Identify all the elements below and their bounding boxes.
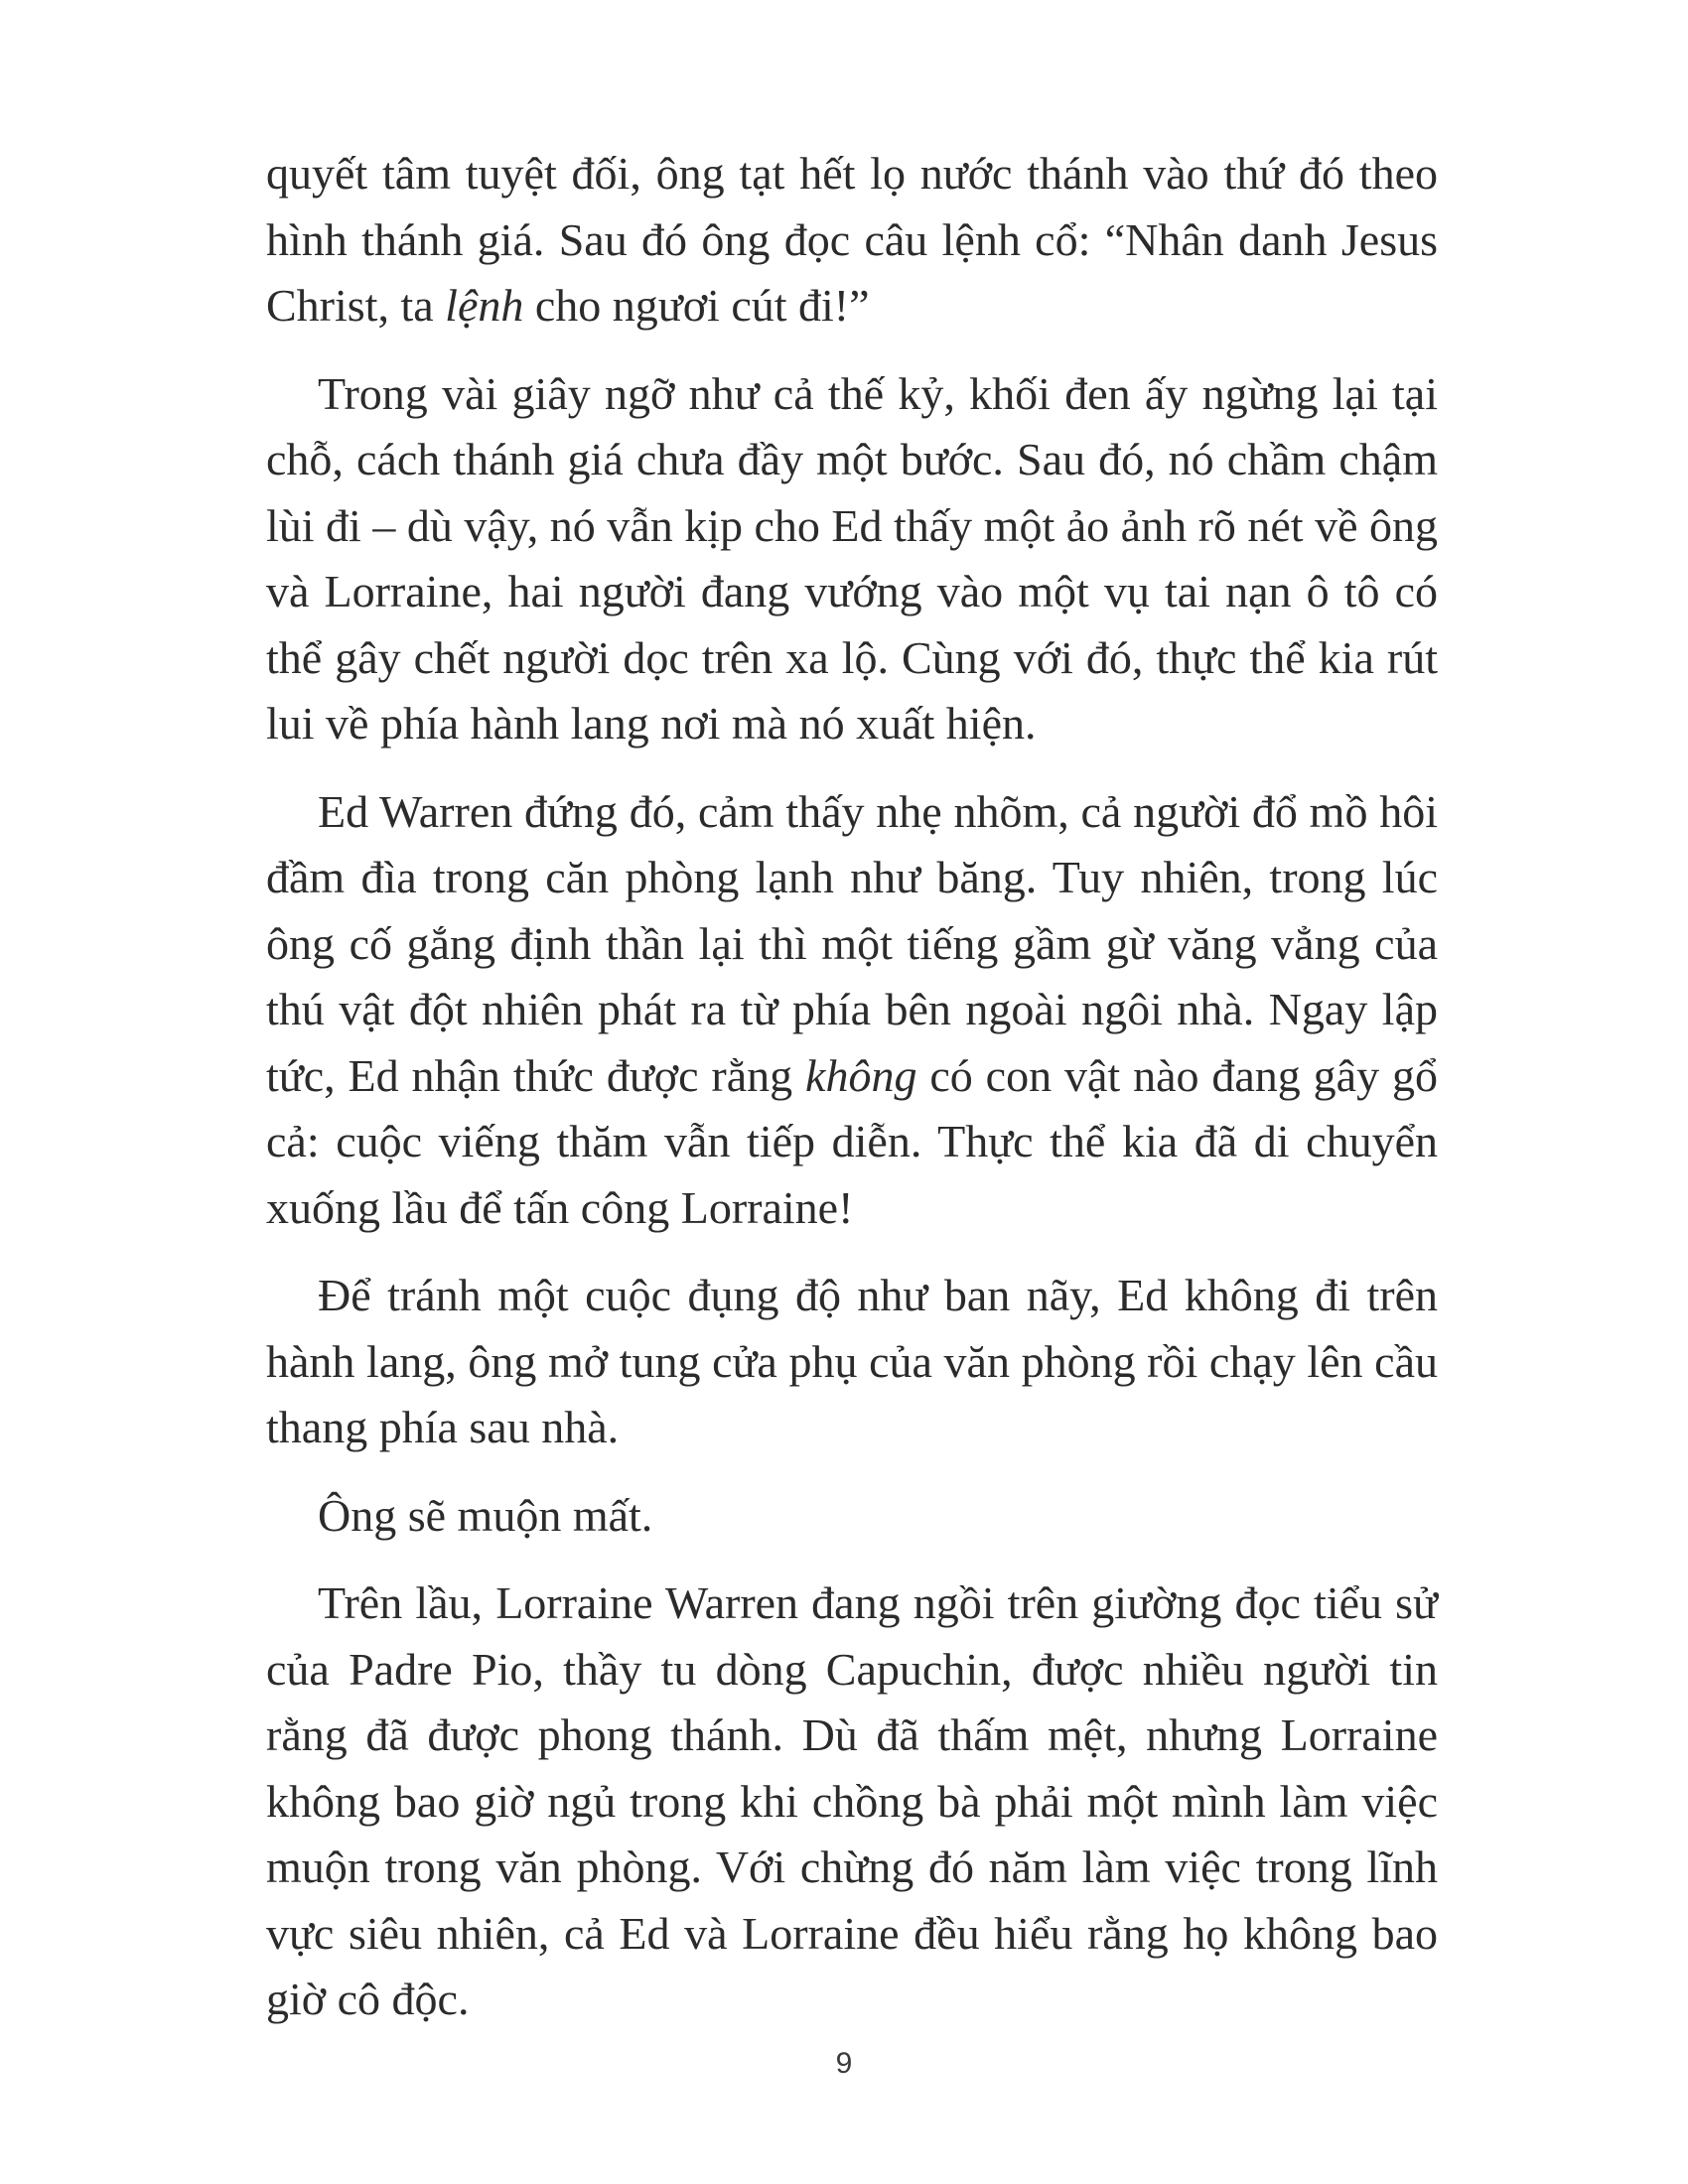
run: có con vật nào đang gây gổ cả: cuộc viếng thăm vẫn tiếp diễn. Thực thể kia đã di chuyển xuống lầu để tấn công Lorraine! [266, 1049, 1438, 1233]
paragraph-2 [266, 361, 1438, 757]
paragraph-6 [266, 1570, 1438, 2033]
paragraph-4 [266, 1263, 1438, 1461]
run: Ông sẽ muộn mất. [318, 1489, 653, 1541]
paragraph-3 [266, 779, 1438, 1242]
emphasis-word: lệnh [445, 280, 524, 331]
body-text [266, 141, 1438, 2055]
run: Ed Warren đứng đó, cảm thấy nhẹ nhõm, cả người đổ mồ hôi đầm đìa trong căn phòng lạnh như băng. Tuy nhiên, trong lúc ông cố gắng định thần lại thì một tiếng gầm gừ văng vẳng của thú vật đột nhiên phát ra từ phía bên ngoài ngôi nhà. Ngay lập tức, Ed nhận thức được rằng [266, 785, 1438, 1101]
run: cho ngươi cút đi!” [523, 280, 870, 331]
page-number: 9 [835, 2047, 853, 2080]
paragraph-5 [266, 1483, 1438, 1550]
run: Để tránh một cuộc đụng độ như ban nãy, Ed không đi trên hành lang, ông mở tung cửa phụ của văn phòng rồi chạy lên cầu thang phía sau nhà. [266, 1270, 1438, 1452]
paragraph-1 [266, 141, 1438, 340]
run: Trong vài giây ngỡ như cả thế kỷ, khối đen ấy ngừng lại tại chỗ, cách thánh giá chưa đầy một bước. Sau đó, nó chầm chậm lùi đi – dù vậy, nó vẫn kịp cho Ed thấy một ảo ảnh rõ nét về ông và Lorraine, hai người đang vướng vào một vụ tai nạn ô tô có thể gây chết người dọc trên xa lộ. Cùng với đó, thực thể kia rút lui về phía hành lang nơi mà nó xuất hiện. [266, 367, 1439, 749]
emphasis-word: không [805, 1049, 917, 1101]
run: Trên lầu, Lorraine Warren đang ngồi trên giường đọc tiểu sử của Padre Pio, thầy tu dòng Capuchin, được nhiều người tin rằng đã được phong thánh. Dù đã thấm mệt, nhưng Lorraine không bao giờ ngủ trong khi chồng bà phải một mình làm việc muộn trong văn phòng. Với chừng đó năm làm việc trong lĩnh vực siêu nhiên, cả Ed và Lorraine đều hiểu rằng họ không bao giờ cô độc. [266, 1577, 1438, 2024]
run: quyết tâm tuyệt đối, ông tạt hết lọ nước thánh vào thứ đó theo hình thánh giá. Sau đó ông đọc câu lệnh cổ: “Nhân danh Jesus Christ, ta [266, 148, 1438, 331]
